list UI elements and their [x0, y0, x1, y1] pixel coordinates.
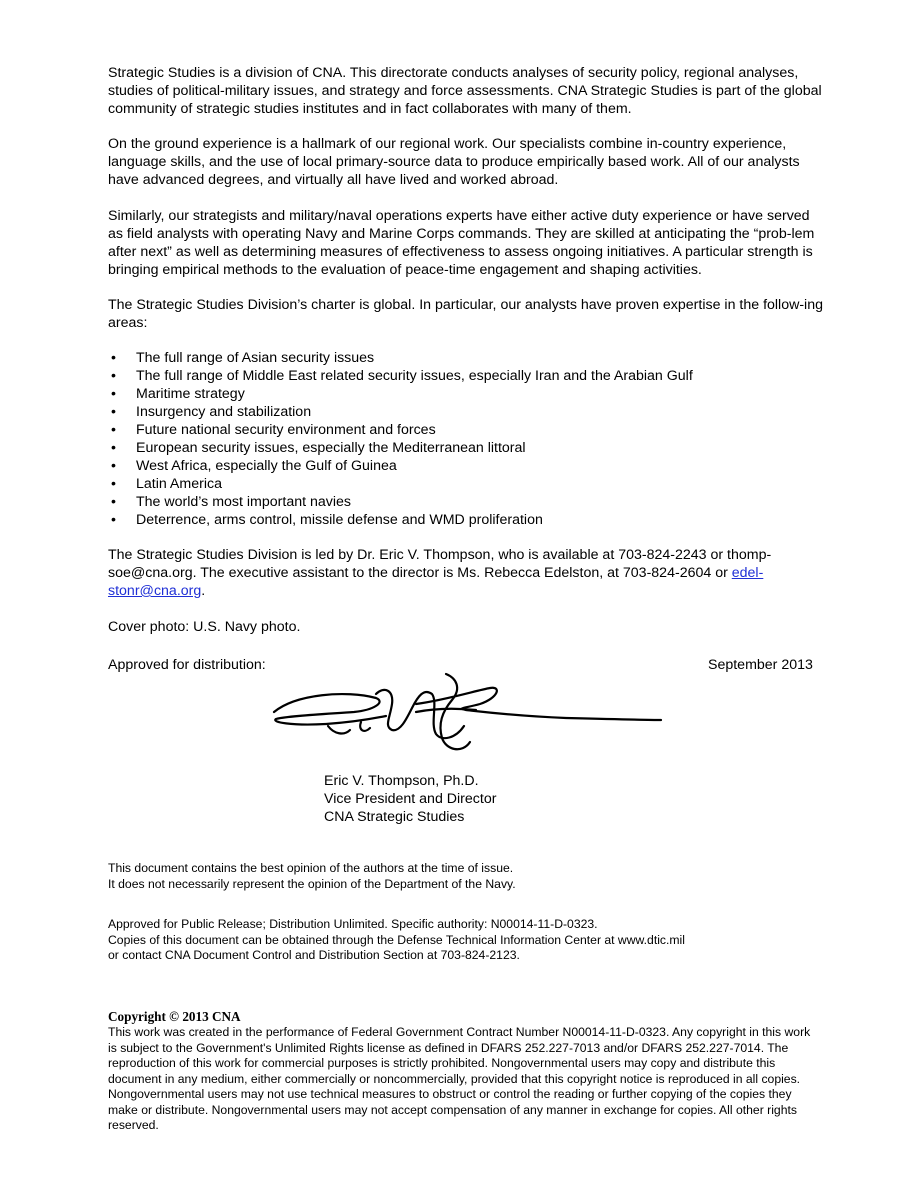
bullet-icon: • — [111, 512, 116, 528]
list-item — [108, 493, 828, 511]
list-item — [108, 349, 828, 367]
signer-org: CNA Strategic Studies — [324, 809, 465, 825]
list-item — [108, 457, 828, 475]
charter-paragraph: The Strategic Studies Division’s charter is global. In particular, our analysts have proven expertise in the follow-ing areas: — [108, 297, 823, 331]
release-notice — [108, 917, 828, 964]
list-item-text: The full range of Asian security issues — [136, 350, 375, 366]
list-item — [108, 511, 828, 529]
bullet-icon: • — [111, 458, 116, 474]
list-item — [108, 475, 828, 493]
list-item — [108, 367, 828, 385]
list-item-text: European security issues, especially the Mediterranean littoral — [136, 440, 526, 456]
contact-end: . — [201, 583, 206, 599]
copyright-text: This work was created in the performance of Federal Government Contract Number N00014-11-D-0323. Any copyright in this work is subject to the Government's Unlimited Rights license as defined in DFARS 252.227-7013 and/or DFARS 252.227-7014. The reproduction of this work for commercial purposes is strictly prohibited. Nongovernmental users may copy and distribute this document in any medium, either commercially or noncommercially, provided that this copyright notice is reproduced in all copies. Nongovernmental users may not use technical measures to obstruct or control the reading or further copying of the copies they make or distribute. Nongovernmental users may not accept compensation of any manner in exchange for copies. All other rights reserved. — [108, 1025, 811, 1132]
approval-date: September 2013 — [708, 657, 813, 673]
signer-title: Vice President and Director — [324, 791, 497, 807]
contact-text: The Strategic Studies Division is led by Dr. Eric V. Thompson, who is available at 703-824-2243 or thomp-soe@cna.org. The executive assistant to the director is Ms. Rebecca Edelston, at 703-824-2604 or — [108, 547, 772, 581]
signer-block — [324, 772, 496, 826]
disclaimer-line: It does not necessarily represent the opinion of the Department of the Navy. — [108, 876, 516, 891]
intro-paragraph: Strategic Studies is a division of CNA. This directorate conducts analyses of security policy, regional analyses, studies of political-military issues, and strategy and force assessments. CNA Strategic Studies is part of the global community of strategic studies institutes and in fact collaborates with many of them. — [108, 65, 822, 117]
contact-paragraph — [108, 546, 828, 600]
list-item-text: The world’s most important navies — [136, 494, 352, 510]
list-item — [108, 385, 828, 403]
bullet-icon: • — [111, 494, 116, 510]
regional-work-paragraph: On the ground experience is a hallmark of our regional work. Our specialists combine in-country experience, language skills, and the use of local primary-source data to produce empirically based work. All of our analysts have advanced degrees, and virtually all have lived and worked abroad. — [108, 136, 800, 188]
approval-label: Approved for distribution: — [108, 657, 266, 673]
list-item-text: The full range of Middle East related security issues, especially Iran and the Arabian Gulf — [136, 368, 693, 384]
signer-name: Eric V. Thompson, Ph.D. — [324, 773, 479, 789]
bullet-icon: • — [111, 440, 116, 456]
release-line: Copies of this document can be obtained through the Defense Technical Information Center at www.dtic.mil — [108, 932, 685, 947]
list-item-text: Latin America — [136, 476, 222, 492]
bullet-icon: • — [111, 404, 116, 420]
copyright-heading: Copyright © 2013 CNA — [108, 1009, 241, 1024]
email-link[interactable]: edel-stonr@cna.org — [108, 565, 764, 599]
bullet-icon: • — [111, 386, 116, 402]
list-item-text: Future national security environment and forces — [136, 422, 436, 438]
list-item-text: Deterrence, arms control, missile defense and WMD proliferation — [136, 512, 543, 528]
signature-image — [266, 664, 666, 764]
bullet-icon: • — [111, 476, 116, 492]
bullet-icon: • — [111, 422, 116, 438]
disclaimer-line: This document contains the best opinion of the authors at the time of issue. — [108, 861, 514, 875]
list-item-text: Insurgency and stabilization — [136, 404, 312, 420]
bullet-icon: • — [111, 350, 116, 366]
release-line: Approved for Public Release; Distribution Unlimited. Specific authority: N00014-11-D-0323. — [108, 917, 598, 931]
bullet-icon: • — [111, 368, 116, 384]
list-item — [108, 439, 828, 457]
list-item — [108, 403, 828, 421]
cover-photo-credit: Cover photo: U.S. Navy photo. — [108, 619, 301, 635]
disclaimer — [108, 861, 828, 892]
release-line: or contact CNA Document Control and Distribution Section at 703-824-2123. — [108, 948, 520, 962]
expertise-list — [108, 349, 828, 529]
list-item — [108, 421, 828, 439]
list-item-text: West Africa, especially the Gulf of Guinea — [136, 458, 397, 474]
list-item-text: Maritime strategy — [136, 386, 245, 402]
strategists-paragraph: Similarly, our strategists and military/naval operations experts have either active duty experience or have served as field analysts with operating Navy and Marine Corps commands. They are skilled at anticipating the “prob-lem after next” as well as determining measures of effectiveness to assess ongoing initiatives. A particular strength is bringing empirical methods to the evaluation of peace-time engagement and shaping activities. — [108, 208, 815, 278]
